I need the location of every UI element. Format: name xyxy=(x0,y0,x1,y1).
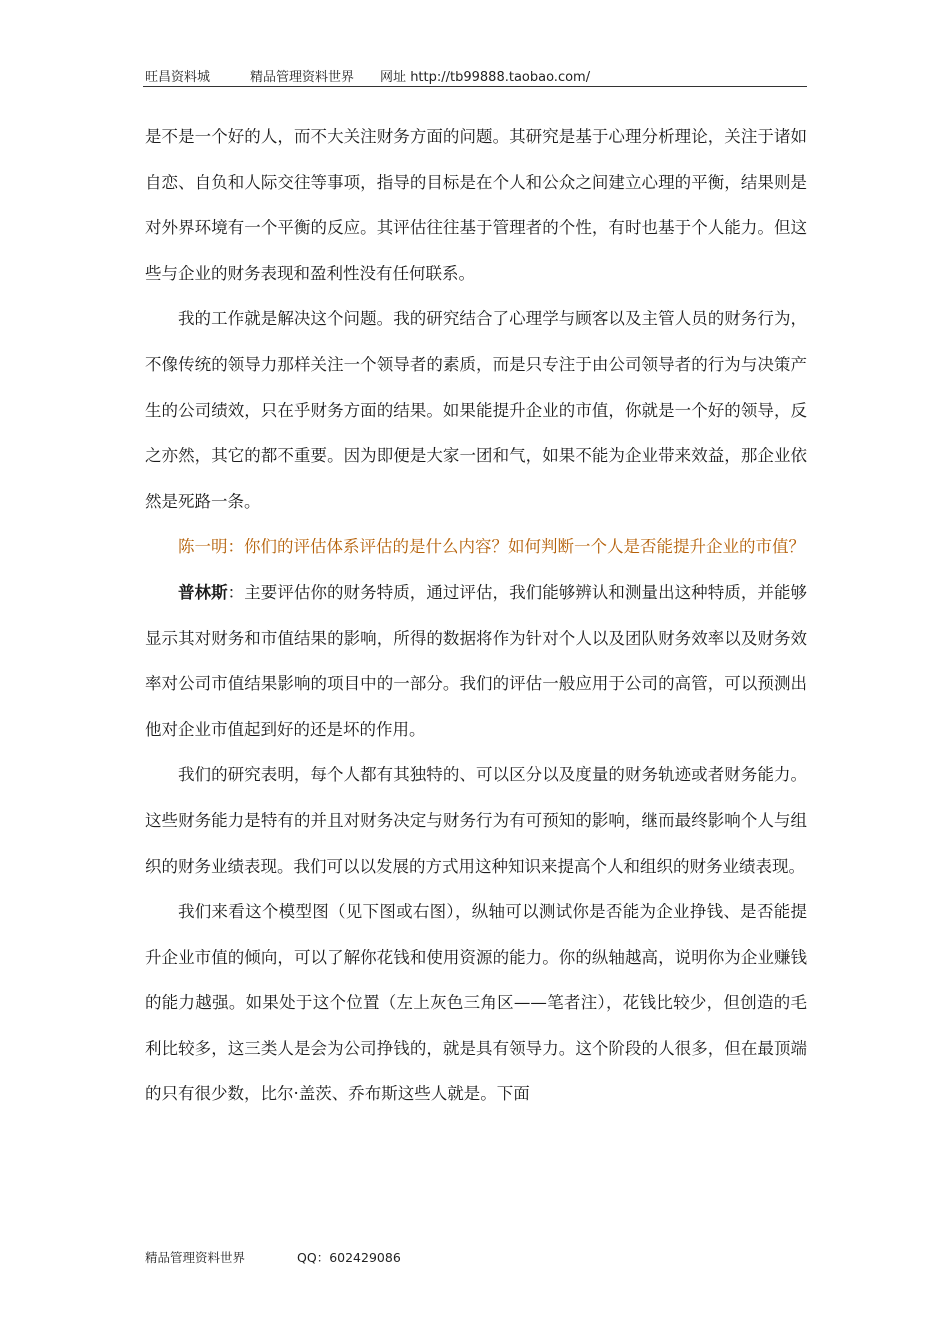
answer-paragraph xyxy=(145,570,807,752)
document-body xyxy=(145,114,807,1117)
header-site-name: 旺昌资料城 xyxy=(145,70,211,85)
answer-text: ：主要评估你的财务特质，通过评估，我们能够辨认和测量出这种特质，并能够显示其对财务和市值结果的影响，所得的数据将作为针对个人以及团队财务效率以及财务效率对公司市值结果影响的项目中的一部分。我们的评估一般应用于公司的高管，可以预测出他对企业市值起到好的还是坏的作用。 xyxy=(145,582,808,739)
paragraph-continued: 是不是一个好的人，而不大关注财务方面的问题。其研究是基于心理分析理论，关注于诸如自恋、自负和人际交往等事项，指导的目标是在个人和公众之间建立心理的平衡，结果则是对外界环境有一个平衡的反应。其评估往往基于管理者的个性，有时也基于个人能力。但这些与企业的财务表现和盈利性没有任何联系。 xyxy=(145,127,807,283)
paragraph: 我的工作就是解决这个问题。我的研究结合了心理学与顾客以及主管人员的财务行为，不像传统的领导力那样关注一个领导者的素质，而是只专注于由公司领导者的行为与决策产生的公司绩效，只在乎财务方面的结果。如果能提升企业的市值，你就是一个好的领导，反之亦然，其它的都不重要。因为即便是大家一团和气，如果不能为企业带来效益，那企业依然是死路一条。 xyxy=(145,309,807,511)
interviewer-question: 陈一明：你们的评估体系评估的是什么内容？如何判断一个人是否能提升企业的市值？ xyxy=(178,537,805,557)
page-footer xyxy=(145,1248,401,1266)
footer-slogan: 精品管理资料世界 xyxy=(145,1250,246,1265)
page-header xyxy=(145,66,805,85)
paragraph: 我们的研究表明，每个人都有其独特的、可以区分以及度量的财务轨迹或者财务能力。这些财务能力是特有的并且对财务决定与财务行为有可预知的影响，继而最终影响个人与组织的财务业绩表现。我们可以以发展的方式用这种知识来提高个人和组织的财务业绩表现。 xyxy=(145,765,807,876)
header-divider xyxy=(143,86,807,87)
footer-qq: QQ：602429086 xyxy=(297,1250,401,1265)
header-url-link[interactable]: http://tb99888.taobao.com/ xyxy=(410,70,591,85)
header-slogan: 精品管理资料世界 xyxy=(250,70,355,85)
speaker-name: 普林斯 xyxy=(178,582,228,602)
header-url-label: 网址 xyxy=(380,70,407,85)
paragraph: 我们来看这个模型图（见下图或右图），纵轴可以测试你是否能为企业挣钱、是否能提升企业市值的倾向，可以了解你花钱和使用资源的能力。你的纵轴越高，说明你为企业赚钱的能力越强。如果处于这个位置（左上灰色三角区——笔者注），花钱比较少，但创造的毛利比较多，这三类人是会为公司挣钱的，就是具有领导力。这个阶段的人很多，但在最顶端的只有很少数，比尔·盖茨、乔布斯这些人就是。下面 xyxy=(145,902,807,1104)
